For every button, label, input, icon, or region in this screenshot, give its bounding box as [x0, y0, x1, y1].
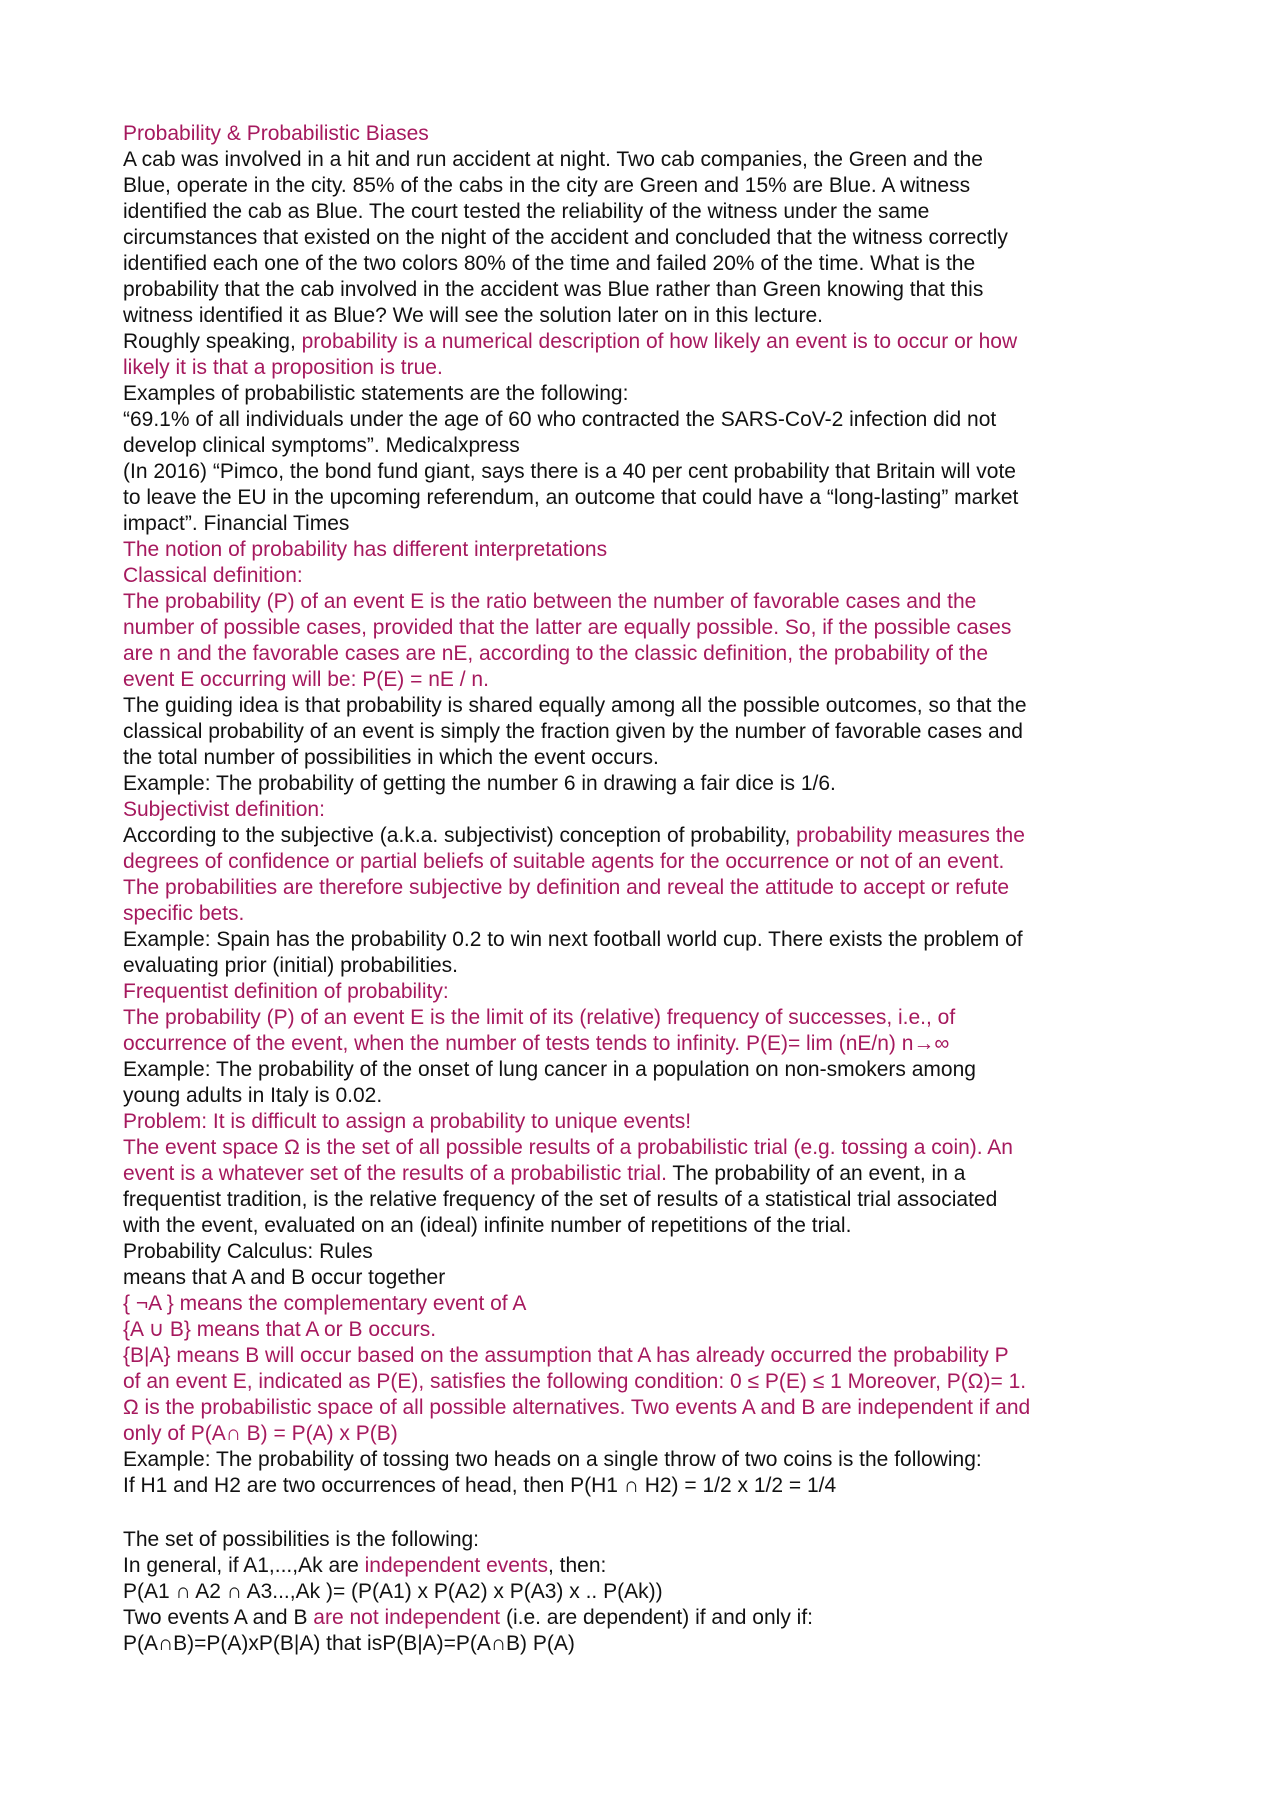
text-line	[123, 901, 1173, 927]
highlighted-text: {A ∪ B} means that A or B occurs.	[123, 1318, 437, 1341]
text-line	[123, 641, 1173, 667]
highlighted-text: The event space Ω is the set of all possible results of a probabilistic trial (e.g. tossing a coin). An	[123, 1136, 1013, 1159]
text-line	[123, 173, 1173, 199]
text-line	[123, 433, 1173, 459]
text-line	[123, 1579, 1173, 1605]
body-text: Example: The probability of the onset of lung cancer in a population on non-smokers among	[123, 1058, 976, 1081]
text-line	[123, 121, 1173, 147]
body-text: P(A∩B)=P(A)xP(B|A) that isP(B|A)=P(A∩B) P(A)	[123, 1632, 575, 1655]
highlighted-text: number of possible cases, provided that the latter are equally possible. So, if the possible cases	[123, 616, 1012, 639]
body-text: “69.1% of all individuals under the age of 60 who contracted the SARS-CoV-2 infection did not	[123, 408, 997, 431]
body-text: the total number of possibilities in which the event occurs.	[123, 746, 659, 769]
body-text: impact”. Financial Times	[123, 512, 350, 535]
highlighted-text: probability measures the	[796, 824, 1025, 847]
text-line	[123, 459, 1173, 485]
text-line	[123, 1109, 1173, 1135]
body-text: P(A1 ∩ A2 ∩ A3...,Ak )= (P(A1) x P(A2) x P(A3) x .. P(Ak))	[123, 1580, 663, 1603]
highlighted-text: Probability & Probabilistic Biases	[123, 122, 429, 145]
body-text: Probability Calculus: Rules	[123, 1240, 373, 1263]
highlighted-text: The notion of probability has different interpretations	[123, 538, 608, 561]
body-text: (In 2016) “Pimco, the bond fund giant, says there is a 40 per cent probability that Britain will vote	[123, 460, 1016, 483]
text-line	[123, 251, 1173, 277]
text-line	[123, 615, 1173, 641]
highlighted-text: probability is a numerical description of how likely an event is to occur or how	[301, 330, 1018, 353]
body-text: frequentist tradition, is the relative frequency of the set of results of a statistical trial associated	[123, 1188, 998, 1211]
text-line	[123, 1447, 1173, 1473]
body-text: Two events A and B	[123, 1606, 314, 1629]
text-line	[123, 1605, 1173, 1631]
text-line	[123, 563, 1173, 589]
highlighted-text: occurrence of the event, when the number of tests tends to infinity. P(E)= lim (nE/n) n→∞	[123, 1032, 950, 1055]
text-line	[123, 771, 1173, 797]
highlighted-text: event E occurring will be: P(E) = nE / n.	[123, 668, 489, 691]
text-line	[123, 693, 1173, 719]
body-text: The guiding idea is that probability is shared equally among all the possible outcomes, so that the	[123, 694, 1027, 717]
body-text: witness identified it as Blue? We will see the solution later on in this lecture.	[123, 304, 823, 327]
highlighted-text: The probability (P) of an event E is the ratio between the number of favorable cases and the	[123, 590, 977, 613]
highlighted-text: Problem: It is difficult to assign a probability to unique events!	[123, 1110, 692, 1133]
body-text: Example: The probability of getting the number 6 in drawing a fair dice is 1/6.	[123, 772, 836, 795]
text-line	[123, 1083, 1173, 1109]
text-line	[123, 667, 1173, 693]
body-text: to leave the EU in the upcoming referendum, an outcome that could have a “long-lasting” market	[123, 486, 1019, 509]
text-line	[123, 1421, 1173, 1447]
body-text: Blue, operate in the city. 85% of the cabs in the city are Green and 15% are Blue. A witness	[123, 174, 971, 197]
text-line	[123, 1317, 1173, 1343]
body-text: with the event, evaluated on an (ideal) infinite number of repetitions of the trial.	[123, 1214, 852, 1237]
text-line	[123, 979, 1173, 1005]
body-text: probability that the cab involved in the accident was Blue rather than Green knowing that this	[123, 278, 984, 301]
highlighted-text: specific bets.	[123, 902, 245, 925]
text-line	[123, 1395, 1173, 1421]
highlighted-text: of an event E, indicated as P(E), satisfies the following condition: 0 ≤ P(E) ≤ 1 Moreover, P(Ω)= 1.	[123, 1370, 1027, 1393]
highlighted-text: are n and the favorable cases are nE, according to the classic definition, the probability of the	[123, 642, 989, 665]
text-line	[123, 849, 1173, 875]
highlighted-text: {B|A} means B will occur based on the assumption that A has already occurred the probability P	[123, 1344, 1009, 1367]
highlighted-text: likely it is that a proposition is true.	[123, 356, 443, 379]
text-line	[123, 1631, 1173, 1657]
highlighted-text: event is a whatever set of the results of a probabilistic trial.	[123, 1162, 667, 1185]
text-line	[123, 1369, 1173, 1395]
highlighted-text: { ¬A } means the complementary event of A	[123, 1292, 527, 1315]
body-text: According to the subjective (a.k.a. subjectivist) conception of probability,	[123, 824, 797, 847]
body-text: young adults in Italy is 0.02.	[123, 1084, 383, 1107]
body-text: evaluating prior (initial) probabilities.	[123, 954, 458, 977]
text-line	[123, 1527, 1173, 1553]
body-text: Roughly speaking,	[123, 330, 302, 353]
text-line	[123, 1473, 1173, 1499]
text-line	[123, 953, 1173, 979]
body-text: The set of possibilities is the following:	[123, 1528, 480, 1551]
text-line	[123, 1343, 1173, 1369]
text-line	[123, 1057, 1173, 1083]
body-text: circumstances that existed on the night of the accident and concluded that the witness correctly	[123, 226, 1008, 249]
text-line	[123, 277, 1173, 303]
body-text: identified the cab as Blue. The court tested the reliability of the witness under the same	[123, 200, 930, 223]
text-line	[123, 329, 1173, 355]
document-page	[123, 121, 1173, 1657]
body-text: develop clinical symptoms”. Medicalxpress	[123, 434, 520, 457]
highlighted-text: The probability (P) of an event E is the limit of its (relative) frequency of successes, i.e., of	[123, 1006, 956, 1029]
text-line	[123, 719, 1173, 745]
highlighted-text: degrees of confidence or partial beliefs of suitable agents for the occurrence or not of an event.	[123, 850, 1005, 873]
body-text: If H1 and H2 are two occurrences of head, then P(H1 ∩ H2) = 1/2 x 1/2 = 1/4	[123, 1474, 837, 1497]
text-line	[123, 1135, 1173, 1161]
text-line	[123, 199, 1173, 225]
text-line	[123, 745, 1173, 771]
body-text: Examples of probabilistic statements are the following:	[123, 382, 629, 405]
text-line	[123, 485, 1173, 511]
text-line	[123, 1161, 1173, 1187]
highlighted-text: Classical definition:	[123, 564, 303, 587]
highlighted-text: The probabilities are therefore subjective by definition and reveal the attitude to accept or refute	[123, 876, 1010, 899]
text-line	[123, 407, 1173, 433]
text-line	[123, 1031, 1173, 1057]
body-text: (i.e. are dependent) if and only if:	[500, 1606, 813, 1629]
body-text: , then:	[547, 1554, 607, 1577]
text-line	[123, 1265, 1173, 1291]
body-text: The probability of an event, in a	[666, 1162, 966, 1185]
text-line	[123, 381, 1173, 407]
highlighted-text: Subjectivist definition:	[123, 798, 325, 821]
text-line	[123, 1213, 1173, 1239]
text-line	[123, 1553, 1173, 1579]
text-line	[123, 797, 1173, 823]
text-line	[123, 225, 1173, 251]
body-text: Example: Spain has the probability 0.2 to win next football world cup. There exists the problem of	[123, 928, 1023, 951]
highlighted-text: Frequentist definition of probability:	[123, 980, 449, 1003]
text-line	[123, 1187, 1173, 1213]
highlighted-text: are not independent	[313, 1606, 501, 1629]
text-line	[123, 147, 1173, 173]
body-text: means that A and B occur together	[123, 1266, 446, 1289]
text-line	[123, 1005, 1173, 1031]
text-line	[123, 875, 1173, 901]
highlighted-text: Ω is the probabilistic space of all possible alternatives. Two events A and B are independent if and	[123, 1396, 1031, 1419]
text-line	[123, 927, 1173, 953]
text-line	[123, 537, 1173, 563]
highlighted-text: only of P(A∩ B) = P(A) x P(B)	[123, 1422, 398, 1445]
body-text: A cab was involved in a hit and run accident at night. Two cab companies, the Green and the	[123, 148, 983, 171]
blank-line	[123, 1499, 1173, 1527]
body-text: classical probability of an event is simply the fraction given by the number of favorable cases and	[123, 720, 1023, 743]
text-line	[123, 1291, 1173, 1317]
body-text: Example: The probability of tossing two heads on a single throw of two coins is the following:	[123, 1448, 982, 1471]
text-line	[123, 1239, 1173, 1265]
text-line	[123, 823, 1173, 849]
body-text: In general, if A1,...,Ak are	[123, 1554, 365, 1577]
text-line	[123, 303, 1173, 329]
text-line	[123, 511, 1173, 537]
text-line	[123, 355, 1173, 381]
body-text: identified each one of the two colors 80% of the time and failed 20% of the time. What is the	[123, 252, 976, 275]
text-line	[123, 589, 1173, 615]
highlighted-text: independent events	[364, 1554, 548, 1577]
